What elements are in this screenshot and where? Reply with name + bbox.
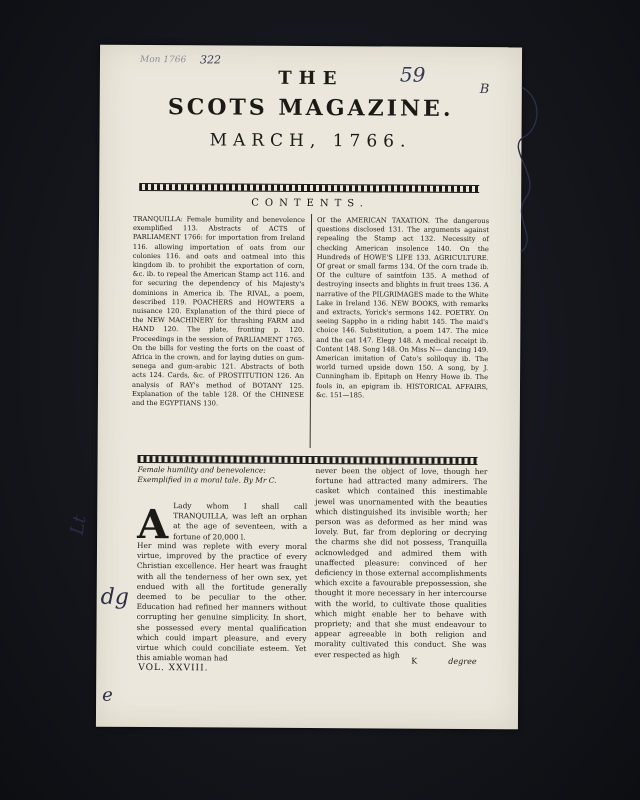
article-heading: Female humility and benevolence: Exemplified in a moral tale. By Mr C.	[137, 464, 277, 485]
drop-cap: A	[137, 500, 169, 549]
issue-date: MARCH, 1766.	[209, 130, 412, 152]
ornamental-rule-middle	[138, 455, 478, 465]
volume-signature: VOL. XXVIII.	[138, 662, 209, 674]
article-left-column: Her mind was replete with every moral virtue, improved by the practice of every Christian excellence. Her heart was fraught with all the tenderness of her own sex, yet endued with all the fortitude generally deemed to be peculiar to the other. Education had refined her manners without corrupting her genuine simplicity. In short, she possessed every mental qualification which could impart pleasure, and every virtue which could conciliate esteem. Yet this amiable woman had	[136, 540, 308, 663]
masthead	[99, 67, 521, 153]
margin-scribble-right	[511, 77, 552, 257]
contents-right-column: Of the AMERICAN TAXATION. The dangerous questions disclosed 131. The arguments against repealing the Stamp act 132. Necessity of checking American insolence 140. On the Hundreds of HOWE'S LIFE 133. AGRICULTURE. Of great or small farms 134. Of the corn trade ib. Of the culture of saintfoin 135. A method of destroying insects and blights in fruit trees 136. A narrative of the PILGRIMAGES made to the White Lake in Ireland 136. NEW BOOKS, with remarks and extracts, Yorick's sermons 142. POETRY. On seeing Sappho in a riding habit 145. The maid's choice 146. Substitution, a poem 147. The mice and the cat 147. Elegy 148. A medical receipt ib. Content 148. Song 148. On Miss N— dancing 149. American imitation of Cato's soliloquy ib. The world turned upside down 150. A song, by J. Cunningham ib. Epitaph on Henry Howe ib. The fools in, an epigram ib. HISTORICAL AFFAIRS, &c. 151—185.	[315, 216, 490, 400]
signature-letter: K	[411, 656, 418, 666]
ornamental-rule-top	[139, 183, 479, 193]
contents-heading: CONTENTS.	[251, 197, 369, 210]
handwritten-number-top-right: 59	[399, 62, 426, 87]
magazine-page	[66, 45, 522, 730]
handwritten-page-number: 322	[199, 53, 222, 67]
contents-left-column: TRANQUILLA: Female humility and benevolence exemplified 113. Abstracts of ACTS of PARLIAMENT 1766: for importation from Ireland 116. allowing importation of oats from our colonies 116. and oats and oatmeal into this kingdom ib. to prohibit the exportation of corn, &c. ib. to repeal the American Stamp act 116. and for securing the dependency of his Majesty's dominions in America ib. The RIVAL, a poem, described 119. POACHERS and HOWTERS a nuisance 120. Explanation of the third piece of the NEW MACHINERY for thrashing FARM and HAND 120. The plate, fronting p. 120. Proceedings in the session of PARLIAMENT 1765. On the bills for vesting the forts on the coast of Africa in the crown, and for laying duties on gum-senega and gum-arabic 121. Abstracts of both acts 124. Cards, &c. of PROSTITUTION 126. An analysis of RAY's method of BOTANY 125. Explanation of the table 128. Of the CHINESE and the EGYPTIANS 130.	[131, 214, 306, 408]
margin-scribble-1: Lt	[66, 513, 91, 537]
article-opening-lines: Lady whom I shall call TRANQUILLA, was left an orphan at the age of seventeen, with a fortune of 20,000 l.	[173, 501, 308, 542]
margin-scribble-bottom: e	[102, 684, 113, 706]
catchword: degree	[448, 656, 477, 667]
margin-scribble-2: dg	[100, 584, 129, 610]
pencil-note-top-left: Mon 1766	[139, 54, 187, 66]
column-divider	[310, 214, 312, 448]
handwritten-mark-right: B	[479, 82, 490, 98]
article-right-column: never been the object of love, though her fortune had attracted many admirers. The casket which contained this inestimable jewel was unornamented with the beauties which distinguished its invisible worth; her person was as deformed as her mind was lovely. But, far from deploring or decrying the charms she did not possess, Tranquilla acknowledged and admired them with unaffected pleasure: convinced of her deficiency in those external accomplishments which excite a favourable prepossession, she thought it more necessary in her intercourse with the world, to cultivate those qualities which might enable her to behave with propriety; and that she must endeavour to appear agreeable in both religion and morality cultivated this conduct. She was ever respected as high	[314, 466, 488, 660]
magazine-title: SCOTS MAGAZINE.	[167, 94, 454, 122]
masthead-the: THE	[278, 67, 344, 90]
